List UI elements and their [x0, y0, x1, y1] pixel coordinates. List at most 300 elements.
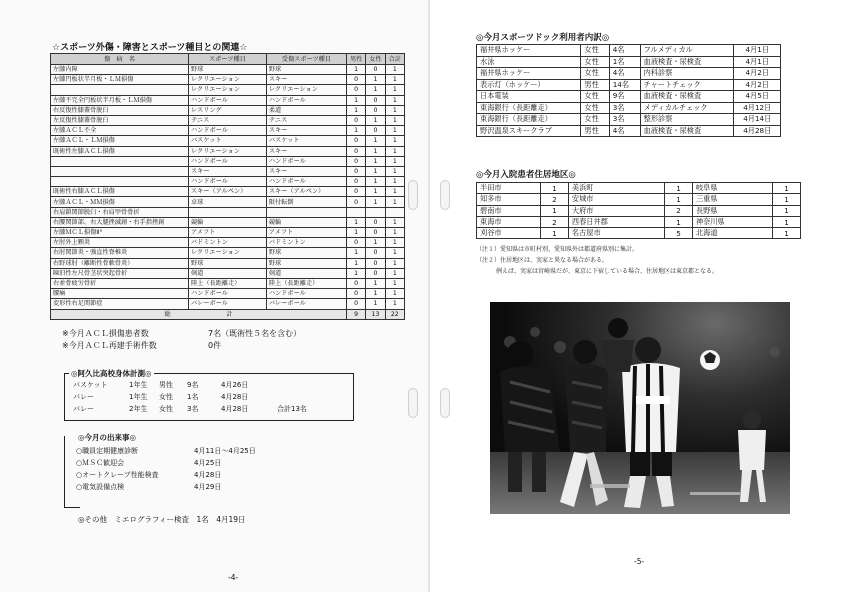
injury-cell: 野球	[266, 65, 346, 75]
injury-cell: 1	[366, 85, 385, 95]
injury-cell: 1	[385, 136, 404, 146]
page-gutter	[428, 0, 430, 592]
other-events: ◎その他 ミエログラフィー検査 1名 4月19日	[78, 515, 246, 524]
sports-dock-table	[476, 44, 781, 137]
injury-table-total	[51, 309, 405, 319]
injury-cell: 0	[346, 177, 365, 187]
injury-cell: 0	[346, 75, 365, 85]
soccer-match-photo	[490, 302, 790, 514]
injury-table-row	[51, 95, 405, 105]
injury-cell: 0	[366, 105, 385, 115]
dock-cell: 4月28日	[734, 125, 781, 137]
injury-table-row	[51, 248, 405, 258]
dock-cell: 14名	[609, 79, 640, 91]
injury-cell: 0	[366, 268, 385, 278]
dock-cell: 4月2日	[734, 68, 781, 80]
injury-cell: 0	[366, 95, 385, 105]
residence-cell: 安城市	[568, 194, 664, 205]
injury-cell	[51, 177, 189, 187]
dock-row	[477, 56, 781, 68]
residence-cell: 北海道	[692, 228, 772, 239]
injury-section-title: ☆スポーツ外傷・障害とスポーツ種目との関連☆	[52, 43, 248, 53]
events-title: ◎今月の出来事◎	[78, 433, 137, 442]
dock-cell: 女性	[581, 56, 609, 68]
injury-cell: 野球	[188, 258, 266, 268]
injury-cell: 1	[346, 268, 365, 278]
dock-cell: 4名	[609, 125, 640, 137]
injury-cell: 既術性左膝ＡＣＬ損傷	[51, 146, 189, 156]
injury-cell: 1	[366, 156, 385, 166]
injury-cell: レクリエーション	[266, 85, 346, 95]
injury-table-row	[51, 115, 405, 125]
residence-cell: 2	[540, 194, 568, 205]
injury-cell: 1	[366, 187, 385, 197]
dock-cell: 男性	[581, 125, 609, 137]
dock-cell: 男性	[581, 79, 609, 91]
dock-cell: 表示灯（ホッケー）	[477, 79, 581, 91]
injury-cell: 腰痛	[51, 289, 189, 299]
injury-cell: 0	[366, 126, 385, 136]
injury-cell: 1	[385, 95, 404, 105]
injury-cell: 1	[385, 65, 404, 75]
event-date: 4月29日	[194, 483, 222, 491]
dock-cell: 整形診察	[640, 114, 734, 126]
injury-table-row	[51, 299, 405, 309]
dock-cell: 野沢温泉スキークラブ	[477, 125, 581, 137]
residence-cell: 名古屋市	[568, 228, 664, 239]
injury-table-row	[51, 126, 405, 136]
physical-date: 4月28日	[221, 393, 249, 401]
event-item	[76, 446, 276, 458]
injury-table-row	[51, 105, 405, 115]
injury-cell: 1	[385, 197, 404, 207]
injury-cell: 0	[346, 238, 365, 248]
injury-cell: 0	[366, 258, 385, 268]
dock-cell: 3名	[609, 102, 640, 114]
dock-cell: 4月2日	[734, 79, 781, 91]
physical-row	[73, 404, 353, 416]
injury-cell: スキー	[266, 146, 346, 156]
injury-table-row	[51, 228, 405, 238]
injury-cell: 0	[346, 156, 365, 166]
residence-cell: 刈谷市	[477, 228, 541, 239]
residence-cell: 半田市	[477, 183, 541, 194]
injury-cell: 1	[385, 105, 404, 115]
residence-cell: 岐阜県	[692, 183, 772, 194]
injury-cell: 1	[385, 166, 404, 176]
injury-cell: 1	[385, 115, 404, 125]
injury-cell: 0	[346, 278, 365, 288]
injury-cell: スキー	[266, 126, 346, 136]
injury-cell: ハンドボール	[266, 156, 346, 166]
dock-cell: 東海銀行（長距離走）	[477, 102, 581, 114]
residence-row	[477, 216, 801, 227]
injury-cell: 0	[366, 228, 385, 238]
injury-cell: 1	[385, 156, 404, 166]
injury-cell: 1	[366, 238, 385, 248]
dock-section-title: ◎今月スポーツドック利用者内訳◎	[476, 33, 610, 43]
residence-cell: 1	[773, 205, 801, 216]
injury-cell: 0	[366, 248, 385, 258]
event-date: 4月25日	[194, 459, 222, 467]
injury-cell	[266, 207, 346, 217]
dock-cell: 1名	[609, 56, 640, 68]
physical-count: 3名	[187, 405, 199, 413]
physical-sex: 女性	[159, 405, 173, 413]
dock-cell: 女性	[581, 68, 609, 80]
injury-cell: レクリエーション	[188, 146, 266, 156]
injury-cell: テニス	[188, 115, 266, 125]
injury-total-label: 総 計	[51, 309, 347, 319]
injury-cell: 1	[385, 289, 404, 299]
injury-cell: 左膝内障	[51, 65, 189, 75]
residence-cell: 1	[664, 183, 692, 194]
dock-cell: 水泳	[477, 56, 581, 68]
dock-cell: 福井県ホッケー	[477, 45, 581, 57]
injury-table-row	[51, 278, 405, 288]
injury-cell: スキー（アルペン）	[188, 187, 266, 197]
injury-cell: 1	[385, 177, 404, 187]
dock-cell: 日本電装	[477, 91, 581, 103]
dock-cell: 4名	[609, 68, 640, 80]
physical-count: 1名	[187, 393, 199, 401]
injury-cell: レスリング	[188, 105, 266, 115]
injury-cell: 1	[366, 75, 385, 85]
injury-cell: 1	[346, 217, 365, 227]
injury-header-cell: スポーツ種目	[188, 54, 266, 65]
event-item	[76, 482, 276, 494]
injury-cell: 1	[385, 228, 404, 238]
injury-table-row	[51, 85, 405, 95]
injury-cell: 左膝不完全円板状半月板・ＬＭ損傷	[51, 95, 189, 105]
residence-cell: 大府市	[568, 205, 664, 216]
injury-cell: 0	[346, 187, 365, 197]
injury-cell: バレーボール	[266, 299, 346, 309]
injury-cell: 0	[346, 115, 365, 125]
dock-cell: 福井県ホッケー	[477, 68, 581, 80]
physical-row	[73, 392, 353, 404]
injury-cell: 0	[346, 85, 365, 95]
physical-measurement-box	[64, 369, 354, 421]
injury-cell: 0	[346, 197, 365, 207]
injury-cell: バスケット	[188, 136, 266, 146]
injury-header-cell: 女性	[366, 54, 385, 65]
injury-cell: 0	[346, 166, 365, 176]
injury-table-row	[51, 136, 405, 146]
injury-header-cell: 男性	[346, 54, 365, 65]
injury-cell	[385, 207, 404, 217]
event-date: 4月11日～4月25日	[194, 447, 256, 455]
injury-cell: アメフト	[188, 228, 266, 238]
residence-cell: 美浜町	[568, 183, 664, 194]
physical-sex: 女性	[159, 393, 173, 401]
injury-cell: 1	[346, 65, 365, 75]
injury-cell: レクリエーション	[188, 248, 266, 258]
injury-cell: 1	[385, 278, 404, 288]
physical-sport: バレー	[73, 393, 94, 401]
dock-cell: 血液検査・尿検査	[640, 56, 734, 68]
injury-cell: バドミントン	[188, 238, 266, 248]
dock-cell: 女性	[581, 91, 609, 103]
injury-cell: 陸上（長距離走）	[188, 278, 266, 288]
residence-cell: 長野県	[692, 205, 772, 216]
injury-table-row	[51, 146, 405, 156]
residence-cell: 碧南市	[477, 205, 541, 216]
injury-cell: ハンドボール	[266, 289, 346, 299]
page-number-left: -4-	[228, 573, 239, 582]
injury-cell: 柔道	[266, 105, 346, 115]
injury-cell: 1	[346, 228, 365, 238]
injury-table-row	[51, 187, 405, 197]
injury-cell: ハンドボール	[188, 177, 266, 187]
injury-cell: スキー	[266, 75, 346, 85]
dock-cell: 4月1日	[734, 56, 781, 68]
dock-row	[477, 45, 781, 57]
dock-cell: 4月14日	[734, 114, 781, 126]
injury-cell: 右肘関節炎・強直性脊椎炎	[51, 248, 189, 258]
events-list	[76, 446, 276, 494]
event-name: ○職員定期健康診断	[76, 447, 139, 455]
injury-cell: 1	[366, 146, 385, 156]
injury-cell: 左膝ＡＣＬ不全	[51, 126, 189, 136]
binder-hole-right-top	[440, 180, 450, 210]
dock-row	[477, 91, 781, 103]
injury-cell: ハンドボール	[188, 126, 266, 136]
event-item	[76, 470, 276, 482]
dock-cell: 女性	[581, 45, 609, 57]
injury-cell: 卓球	[188, 197, 266, 207]
dock-cell: 血液検査・尿検査	[640, 91, 734, 103]
dock-cell: 4名	[609, 45, 640, 57]
dock-row	[477, 79, 781, 91]
injury-cell: テニス	[266, 115, 346, 125]
residence-row	[477, 194, 801, 205]
residence-row	[477, 183, 801, 194]
injury-cell: バスケット	[266, 136, 346, 146]
residence-cell: 西春日井郡	[568, 216, 664, 227]
residence-cell: 1	[773, 216, 801, 227]
injury-cell: ハンドボール	[188, 289, 266, 299]
binder-hole-left-top	[408, 180, 418, 210]
note-3: 例えば、実家は宮崎県だが、東京に下宿している場合、住居地区は東京都となる。	[496, 268, 719, 275]
injury-cell: 1	[346, 95, 365, 105]
injury-cell: 1	[366, 299, 385, 309]
injury-cell: 1	[346, 126, 365, 136]
injury-cell: 1	[385, 238, 404, 248]
event-item	[76, 458, 276, 470]
note-2: （注２）住居地区は、実家と異なる場合がある。	[476, 257, 609, 264]
injury-cell: 1	[385, 248, 404, 258]
dock-cell: 4月1日	[734, 45, 781, 57]
physical-grade: 1年生	[129, 393, 148, 401]
residence-cell: 知多市	[477, 194, 541, 205]
injury-cell: 1	[385, 126, 404, 136]
physical-grade: 2年生	[129, 405, 148, 413]
residence-cell: 1	[540, 183, 568, 194]
residence-row	[477, 205, 801, 216]
injury-cell: 0	[346, 146, 365, 156]
soccer-ball	[700, 350, 720, 370]
injury-table-row	[51, 238, 405, 248]
injury-table-row	[51, 258, 405, 268]
binder-hole-right-bottom	[440, 388, 450, 418]
injury-cell: 野球	[266, 258, 346, 268]
injury-cell: 1	[366, 278, 385, 288]
injury-header-cell: 合計	[385, 54, 404, 65]
dock-cell: フルメディカル	[640, 45, 734, 57]
injury-cell: 1	[366, 115, 385, 125]
dock-cell: チャートチェック	[640, 79, 734, 91]
dock-cell: 女性	[581, 102, 609, 114]
injury-cell: バドミントン	[266, 238, 346, 248]
injury-cell: ハンドボール	[188, 95, 266, 105]
residence-cell: 2	[540, 216, 568, 227]
physical-sport: バスケット	[73, 381, 108, 389]
dock-cell: メディカルチェック	[640, 102, 734, 114]
injury-cell: 0	[366, 217, 385, 227]
dock-row	[477, 114, 781, 126]
residence-cell: 1	[664, 194, 692, 205]
injury-cell: スキー	[266, 166, 346, 176]
injury-cell: 右反復性膝蓋骨脱臼	[51, 105, 189, 115]
dock-cell: 血液検査・尿検査	[640, 125, 734, 137]
injury-cell	[51, 166, 189, 176]
injury-table-header	[51, 54, 405, 65]
injury-cell: 陳旧性左尺骨茎状突起骨折	[51, 268, 189, 278]
injury-header-cell: 傷 病 名	[51, 54, 189, 65]
event-name: ○ＭＳＣ歓迎会	[76, 459, 125, 467]
residence-section-title: ◎今月入院患者住居地区◎	[476, 170, 576, 180]
injury-cell: 1	[385, 85, 404, 95]
dock-cell: 東海銀行（長距離走）	[477, 114, 581, 126]
injury-cell: ハンドボール	[266, 95, 346, 105]
injury-cell: 0	[346, 289, 365, 299]
injury-cell: 既術性右膝ＡＣＬ損傷	[51, 187, 189, 197]
injury-cell: 0	[346, 136, 365, 146]
injury-cell: 1	[366, 289, 385, 299]
page-number-right: -5-	[634, 557, 645, 566]
residence-cell: 1	[773, 228, 801, 239]
injury-cell: 剣道	[266, 268, 346, 278]
injury-cell: 左膝ＡＣＬ・ＭＭ損傷	[51, 197, 189, 207]
injury-cell: 剣道	[188, 268, 266, 278]
note-1: （注１）愛知県は市町村別、愛知県外は都道府県別に集計。	[476, 246, 639, 253]
dock-cell: 9名	[609, 91, 640, 103]
injury-table-row	[51, 177, 405, 187]
injury-total-value: 22	[385, 309, 404, 319]
injury-cell: ハンドボール	[188, 156, 266, 166]
injury-cell: 左膝円板状半月板・ＬＭ損傷	[51, 75, 189, 85]
residence-table	[476, 182, 801, 239]
injury-cell: 1	[366, 166, 385, 176]
injury-cell: 野球	[266, 248, 346, 258]
injury-cell: レクリエーション	[188, 75, 266, 85]
injury-total-value: 13	[366, 309, 385, 319]
injury-cell: スキー	[188, 166, 266, 176]
injury-cell: 右肩鎖関節脱臼・右肩甲骨骨折	[51, 207, 189, 217]
injury-table-row	[51, 268, 405, 278]
soccer-photo-illustration	[490, 302, 790, 514]
dock-cell: 女性	[581, 114, 609, 126]
injury-cell: 1	[346, 258, 365, 268]
residence-cell: 5	[664, 228, 692, 239]
left-page: ☆スポーツ外傷・障害とスポーツ種目との関連☆ 傷 病 名 スポーツ種目 受傷スポーツ種目 男性 女性 合計 左膝内障 野球 野球 1 0 1 左膝円板状半月板・ＬＭ損傷 レクリエーション スキー 0 1 1 レクリエーション レクリエーション 0 1 1 左膝不完全円板状半月板・ＬＭ損傷 ハンドボール ハンドボール 1 0 1 右反復性膝蓋骨脱臼 レスリング 柔道 1 0 1 左反復性膝蓋骨脱臼 テニス テニス 0 1 1 左膝ＡＣＬ不全 ハンドボール スキー 1 0 1 左膝ＡＣＬ・ＬＭ損傷 バスケット バスケット 0 1 1 既術性左膝ＡＣＬ損傷 レクリエーション スキー 0 1 1 ハンドボール ハンドボール 0 1 1 スキー スキー 0 1 1 ハンドボール ハンドボール 0 1 1 既術性右膝ＡＣＬ損傷 スキー（アルペン） スキー（アルペン） 0 1 1 左膝ＡＣＬ・ＭＭ損傷 卓球 限付転倒 0 1 1 右肩鎖関節脱臼・右肩甲骨骨折 右腰関節部、右大腿挫滅創・右手指挫創 競輪 競輪 1 0 1 左膝ＭＣＬ損傷Ⅱ° アメフト アメフト 1 0 1 左肘外上顆炎 バドミントン バドミントン 0 1 1 右肘関節炎・強直性脊椎炎 レクリエーション 野球 1 0 1 右野球肘（離断性骨軟骨炎） 野球 野球 1 0 1 陳旧性左尺骨茎状突起骨折 剣道 剣道 1 0 1 右並骨疲労骨折 陸上（長距離走） 陸上（長距離走） 0 1 1 腰痛 ハンドボール ハンドボール 0 1 1 変形性右足関節症 バレーボール バレーボール 0 1 1 総 計 9 13 22 ※今月ＡＣＬ損傷患者数 7名（既術性５名を含む） ※今月ＡＣＬ再建手術件数 0件 ◎阿久比高校身体計測◎ バスケット 1年生 男性 9名 4月26日 バレー 1年生 女性 1名 4月28日 バレー 2年生 女性 3名 4月28日 合計13名 ◎今月の出来事◎ ○職員定期健康診断 4月11日～4月25日 ○ＭＳＣ歓迎会 4月25日 ○オートクレーブ性能検査 4月28日 ○電気設備点検 4月29日 ◎その他 ミエログラフィー検査 1名 4月19日 -4-	[0, 0, 429, 592]
injury-cell: 1	[385, 258, 404, 268]
injury-table	[50, 53, 405, 320]
physical-date: 4月26日	[221, 381, 249, 389]
injury-cell: 右並骨疲労骨折	[51, 278, 189, 288]
physical-extra: 合計13名	[277, 405, 307, 413]
injury-cell: 1	[346, 105, 365, 115]
injury-cell: 1	[385, 217, 404, 227]
residence-cell: 1	[540, 205, 568, 216]
event-name: ○オートクレーブ性能検査	[76, 471, 159, 479]
injury-cell	[346, 207, 365, 217]
residence-cell: 1	[773, 183, 801, 194]
injury-table-row	[51, 75, 405, 85]
injury-cell: レクリエーション	[188, 85, 266, 95]
physical-date: 4月28日	[221, 405, 249, 413]
event-date: 4月28日	[194, 471, 222, 479]
injury-cell: 0	[346, 299, 365, 309]
residence-cell: 三重県	[692, 194, 772, 205]
events-box	[64, 433, 274, 506]
residence-cell: 1	[664, 216, 692, 227]
injury-cell: 1	[366, 136, 385, 146]
dock-cell: 4月12日	[734, 102, 781, 114]
injury-cell: 左膝ＡＣＬ・ＬＭ損傷	[51, 136, 189, 146]
injury-cell: 競輪	[266, 217, 346, 227]
residence-cell: 東海市	[477, 216, 541, 227]
injury-total-value: 9	[346, 309, 365, 319]
injury-cell: 1	[366, 197, 385, 207]
event-name: ○電気設備点検	[76, 483, 125, 491]
injury-cell	[366, 207, 385, 217]
injury-header-cell: 受傷スポーツ種目	[266, 54, 346, 65]
injury-cell: アメフト	[266, 228, 346, 238]
physical-sport: バレー	[73, 405, 94, 413]
injury-cell: 限付転倒	[266, 197, 346, 207]
injury-cell: 右腰関節部、右大腿挫滅創・右手指挫創	[51, 217, 189, 227]
injury-cell: 0	[366, 65, 385, 75]
residence-row	[477, 228, 801, 239]
injury-table-row	[51, 289, 405, 299]
injury-table-row	[51, 217, 405, 227]
injury-cell: 左肘外上顆炎	[51, 238, 189, 248]
binder-hole-left-bottom	[408, 388, 418, 418]
injury-cell: 1	[346, 248, 365, 258]
injury-cell: 左膝ＭＣＬ損傷Ⅱ°	[51, 228, 189, 238]
physical-grade: 1年生	[129, 381, 148, 389]
residence-cell: 1	[540, 228, 568, 239]
injury-cell: 1	[385, 299, 404, 309]
injury-cell: 変形性右足関節症	[51, 299, 189, 309]
injury-cell: 1	[385, 146, 404, 156]
injury-cell: 右野球肘（離断性骨軟骨炎）	[51, 258, 189, 268]
dock-row	[477, 125, 781, 137]
physical-measurement-list	[73, 380, 353, 416]
dock-cell: 3名	[609, 114, 640, 126]
injury-cell	[51, 85, 189, 95]
injury-cell	[188, 207, 266, 217]
physical-sex: 男性	[159, 381, 173, 389]
injury-cell: スキー（アルペン）	[266, 187, 346, 197]
injury-cell: ハンドボール	[266, 177, 346, 187]
events-bracket	[64, 436, 80, 508]
injury-cell: バレーボール	[188, 299, 266, 309]
injury-table-row	[51, 197, 405, 207]
injury-table-row	[51, 166, 405, 176]
